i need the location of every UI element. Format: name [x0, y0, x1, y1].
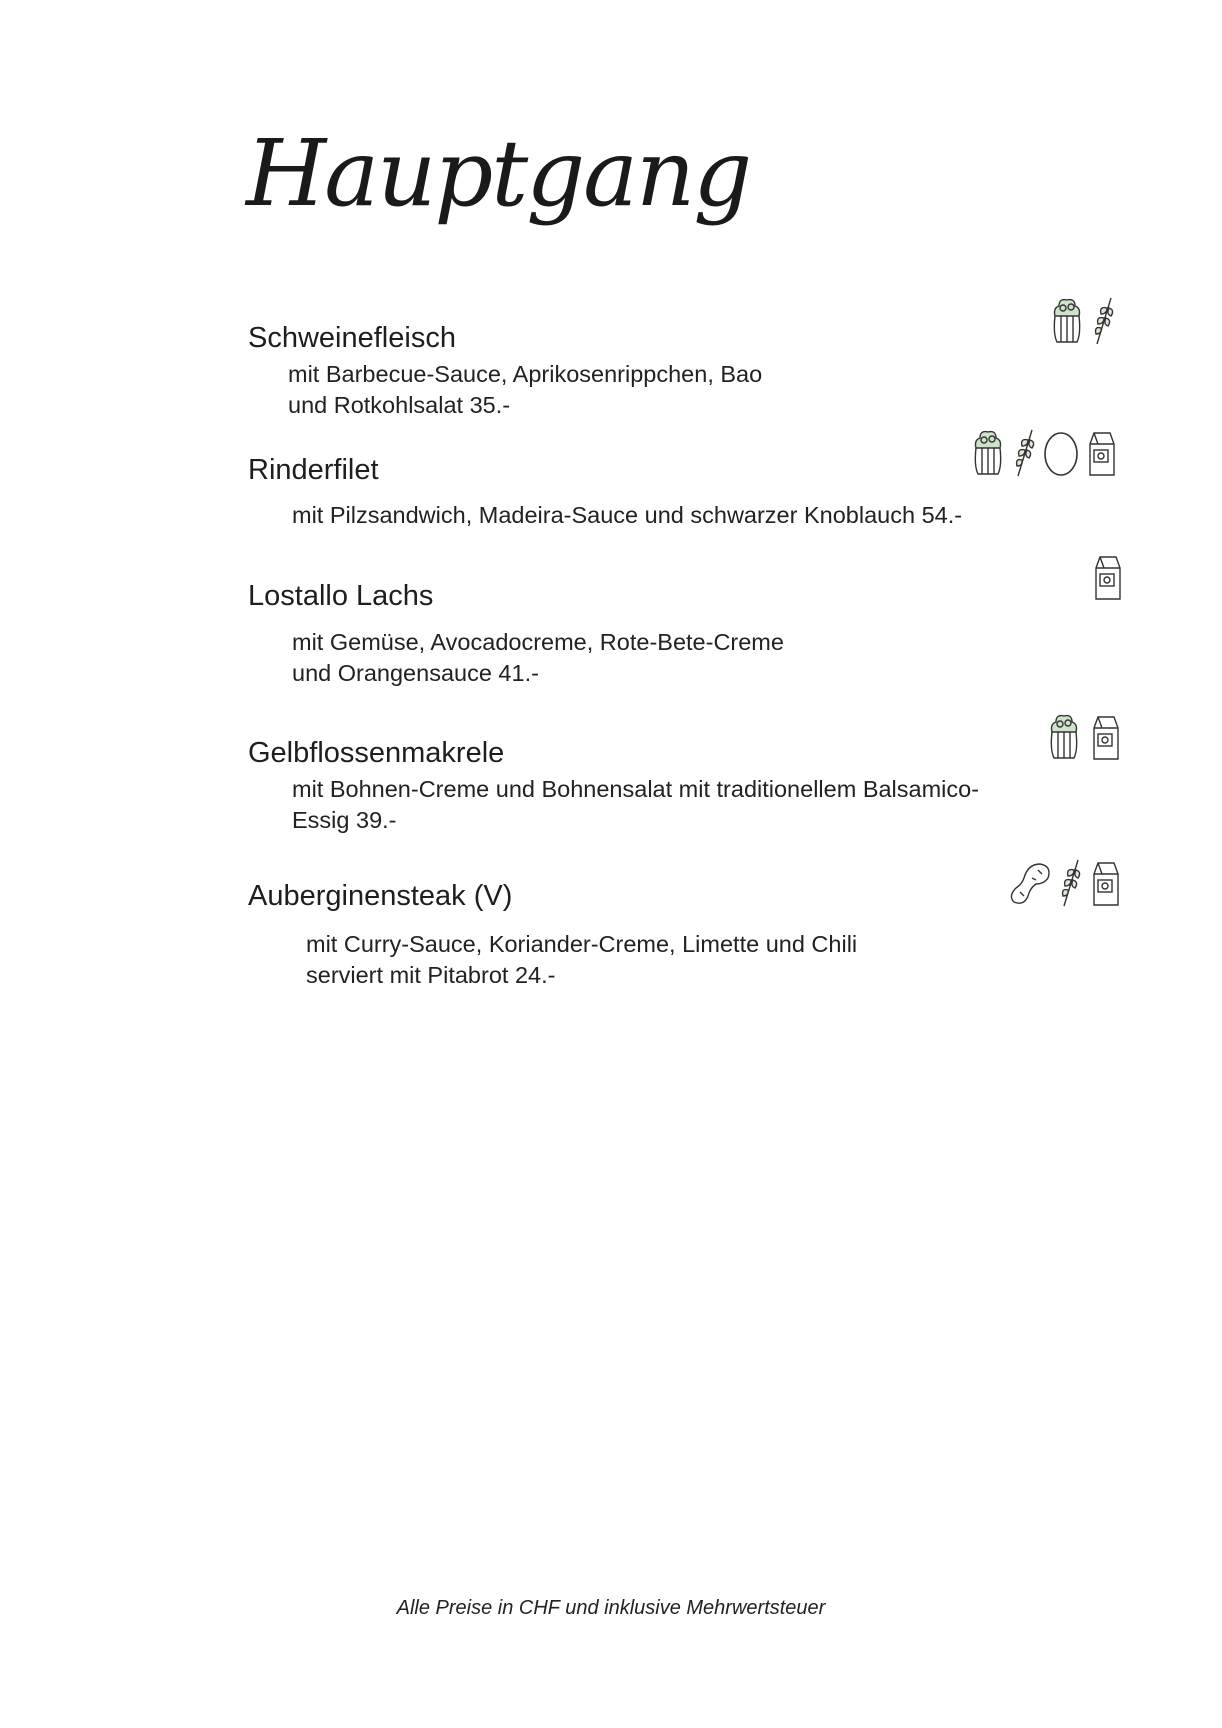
page-title: Hauptgang	[246, 120, 751, 227]
celery-icon	[1044, 710, 1084, 762]
dish-name: Gelbflossenmakrele	[248, 737, 505, 769]
allergen-icons	[1044, 710, 1120, 762]
celery-icon	[968, 426, 1008, 478]
dish-name: Auberginensteak (V)	[248, 880, 513, 912]
peanut-icon	[1010, 860, 1054, 908]
price-note: Alle Preise in CHF und inklusive Mehrwertsteuer	[396, 1597, 826, 1619]
dish-name: Lostallo Lachs	[248, 580, 434, 612]
gluten-icon	[1091, 294, 1117, 346]
milk-icon	[1088, 860, 1120, 908]
dish-description: mit Gemüse, Avocadocreme, Rote-Bete-Creme und Orangensauce 41.-	[292, 629, 784, 686]
celery-icon	[1047, 294, 1087, 346]
milk-icon	[1084, 430, 1116, 478]
dish-name: Rinderfilet	[248, 454, 379, 486]
allergen-icons	[968, 426, 1116, 478]
dish-description: mit Bohnen-Creme und Bohnensalat mit traditionellem Balsamico- Essig 39.-	[292, 776, 980, 833]
dish-description: mit Pilzsandwich, Madeira-Sauce und schwarzer Knoblauch 54.-	[292, 502, 963, 528]
allergen-icons	[1090, 554, 1122, 602]
egg-icon	[1042, 426, 1080, 478]
milk-icon	[1090, 554, 1122, 602]
dish-name: Schweinefleisch	[248, 322, 456, 354]
dish-description: mit Curry-Sauce, Koriander-Creme, Limette und Chili serviert mit Pitabrot 24.-	[306, 931, 858, 988]
dish-description: mit Barbecue-Sauce, Aprikosenrippchen, Bao und Rotkohlsalat 35.-	[288, 361, 763, 418]
milk-icon	[1088, 714, 1120, 762]
gluten-icon	[1012, 426, 1038, 478]
allergen-icons	[1010, 856, 1120, 908]
allergen-icons	[1047, 294, 1117, 346]
gluten-icon	[1058, 856, 1084, 908]
